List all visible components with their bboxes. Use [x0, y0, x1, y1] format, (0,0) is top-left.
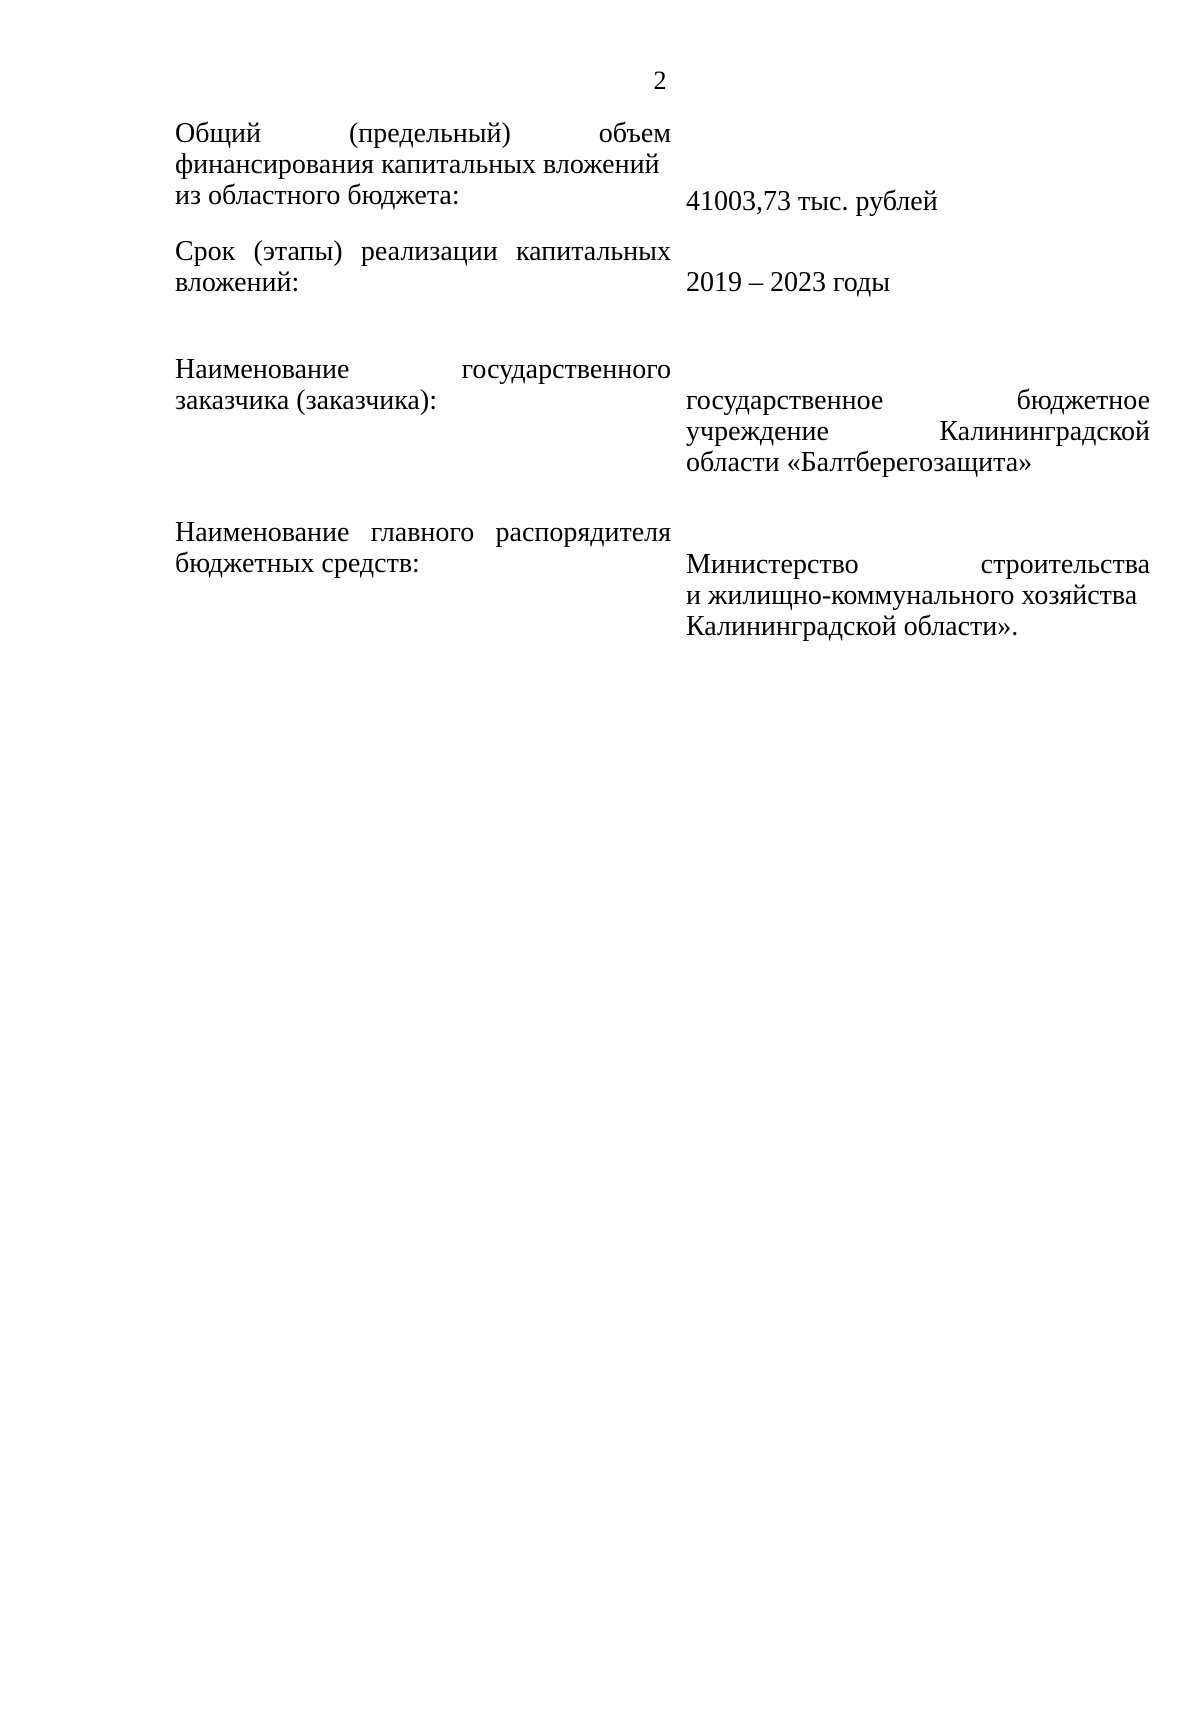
financing-volume-label-line-3: из областного бюджета: [175, 180, 460, 211]
state-customer-label-line-2: заказчика (заказчика): [175, 385, 437, 416]
state-customer-label-line-1: Наименование государственного [175, 354, 671, 385]
financing-volume-label-line-1: Общий (предельный) объем [175, 118, 671, 149]
budget-administrator-label-line-1: Наименование главного распорядителя [175, 517, 671, 548]
state-customer-value-line-1: государственное бюджетное [686, 385, 1150, 416]
budget-administrator-label [175, 517, 671, 579]
implementation-period-label-line-2: вложений: [175, 267, 300, 298]
financing-volume-value [686, 186, 1150, 217]
state-customer-label [175, 354, 671, 416]
financing-volume-label-line-2: финансирования капитальных вложений [175, 149, 660, 180]
budget-administrator-value-line-1: Министерство строительства [686, 549, 1150, 580]
implementation-period-value-line-1: 2019 – 2023 годы [686, 267, 891, 298]
state-customer-value [686, 385, 1150, 478]
budget-administrator-label-line-2: бюджетных средств: [175, 548, 420, 579]
state-customer-value-line-3: области «Балтберегозащита» [686, 447, 1033, 478]
page-number: 2 [653, 66, 667, 95]
financing-volume-label [175, 118, 671, 211]
implementation-period-value [686, 267, 1150, 298]
budget-administrator-value-line-3: Калининградской области». [686, 611, 1019, 642]
financing-volume-value-line-1: 41003,73 тыс. рублей [686, 186, 938, 217]
state-customer-value-line-2: учреждение Калининградской [686, 416, 1150, 447]
budget-administrator-value-line-2: и жилищно-коммунального хозяйства [686, 580, 1138, 611]
implementation-period-label [175, 236, 671, 298]
budget-administrator-value [686, 549, 1150, 642]
implementation-period-label-line-1: Срок (этапы) реализации капитальных [175, 236, 671, 267]
